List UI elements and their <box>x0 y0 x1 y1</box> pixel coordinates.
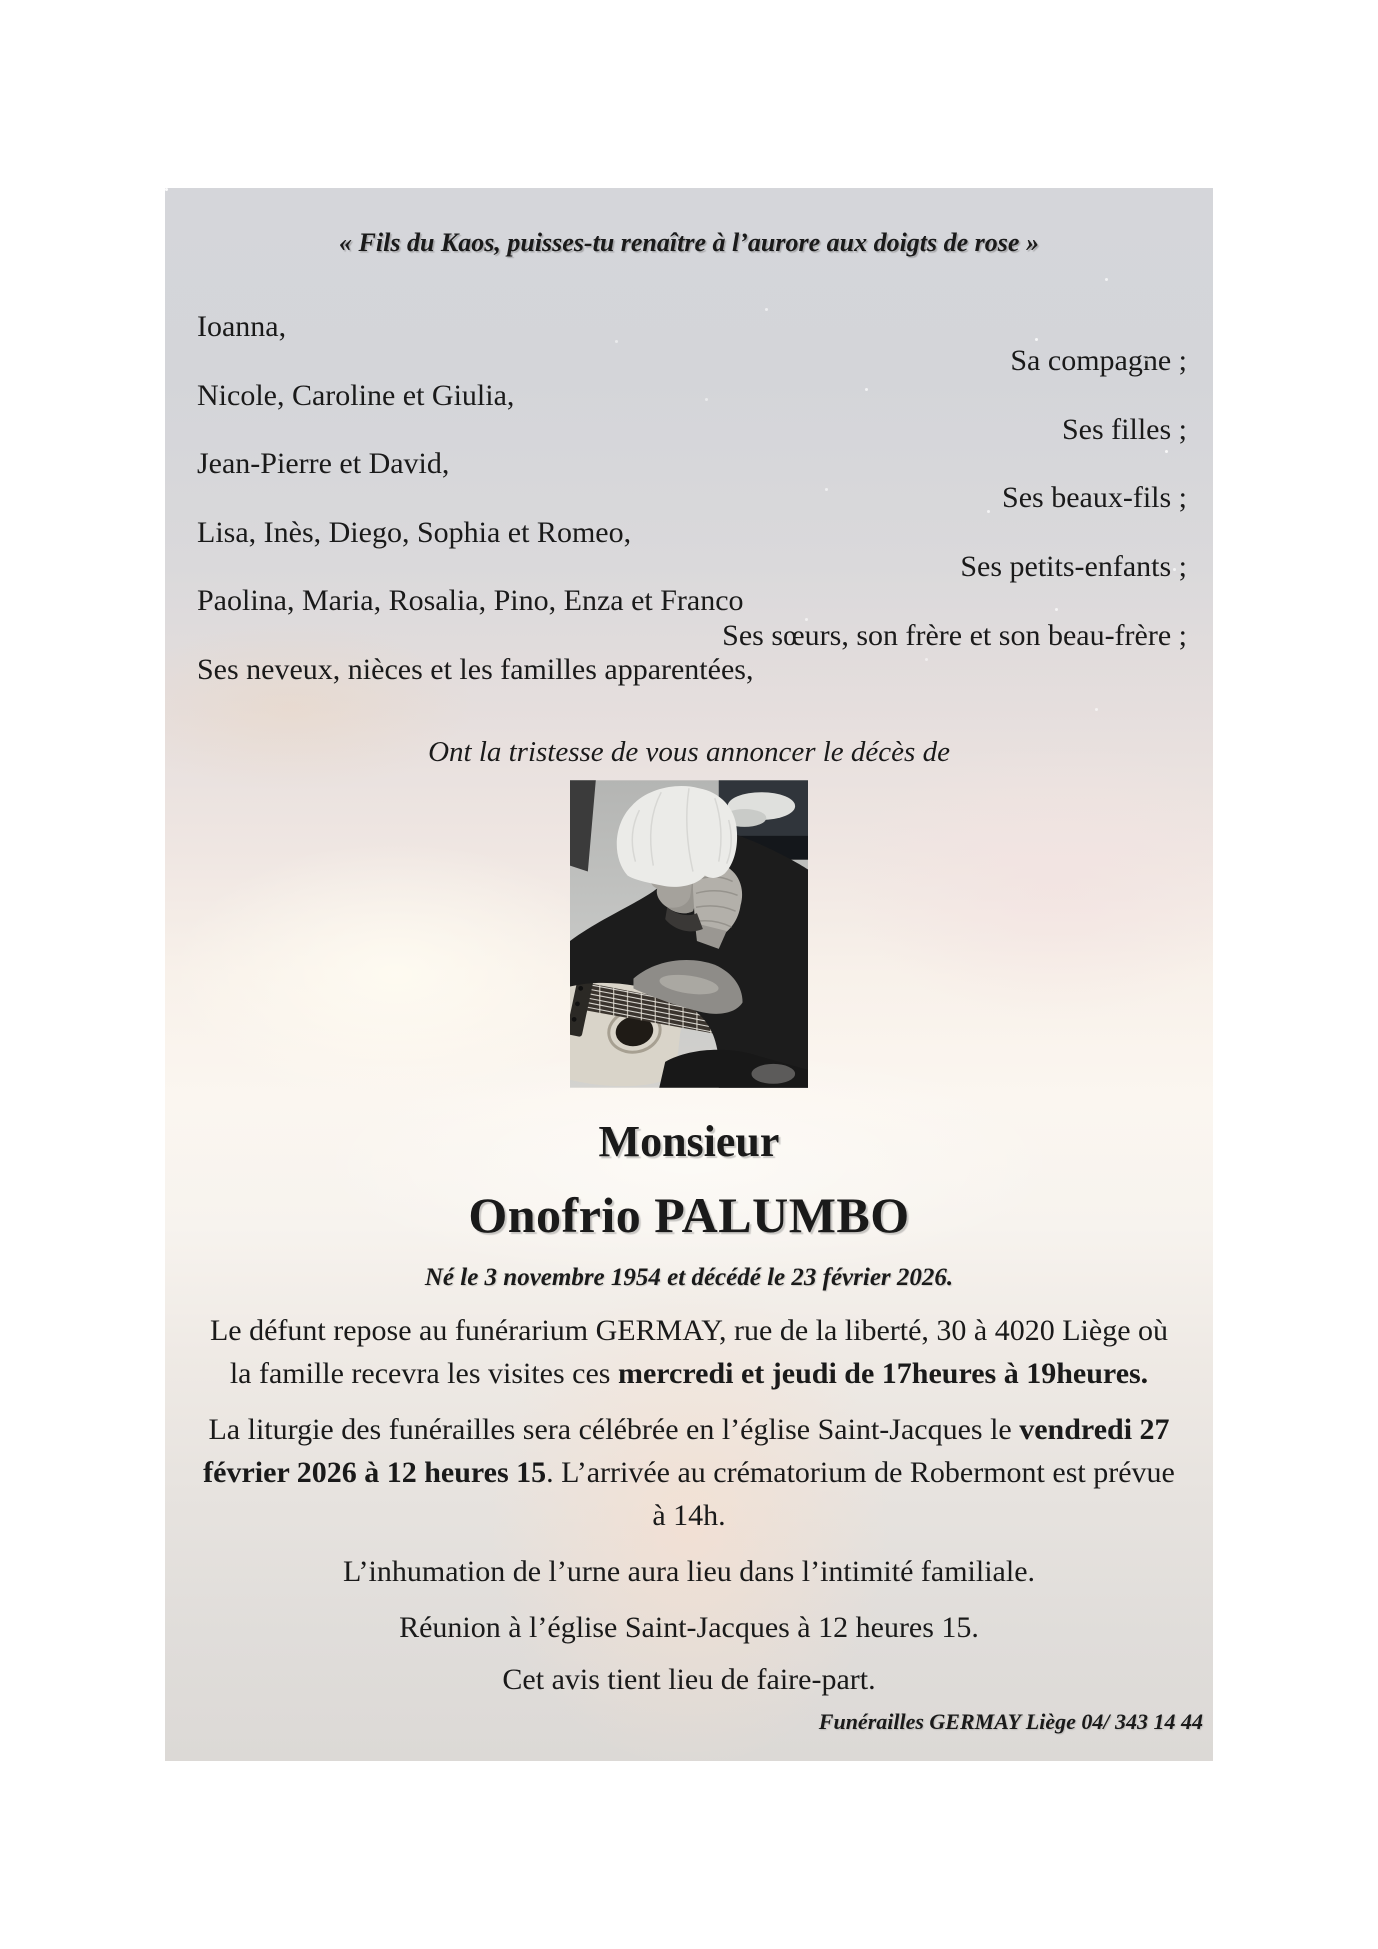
family-relation-line: Sa compagne ; <box>1010 344 1187 378</box>
family-relation-line: Ses sœurs, son frère et son beau-frère ; <box>722 618 1187 652</box>
family-names-line: Nicole, Caroline et Giulia, <box>197 378 515 412</box>
deceased-photo <box>165 779 1213 1089</box>
deceased-name: Onofrio PALUMBO <box>468 1187 910 1244</box>
announcement-line: Ont la tristesse de vous annoncer le décès de <box>428 736 950 769</box>
family-relation-line: Ses filles ; <box>1062 412 1187 446</box>
family-relation-line: Ses beaux-fils ; <box>1002 481 1187 515</box>
family-relation-line: Ses petits-enfants ; <box>960 550 1187 584</box>
funeral-home-contact: Funérailles GERMAY Liège 04/ 343 14 44 <box>818 1709 1203 1735</box>
paragraph-reunion: Réunion à l’église Saint-Jacques à 12 heures 15. <box>399 1611 979 1645</box>
portrait-illustration <box>570 779 808 1089</box>
deceased-life-dates: Né le 3 novembre 1954 et décédé le 23 février 2026. <box>424 1264 954 1292</box>
family-names-line: Jean-Pierre et David, <box>197 447 450 481</box>
paragraph-repose: Le défunt repose au funérarium GERMAY, rue de la liberté, 30 à 4020 Liège où la famille recevra les visites ces mercredi et jeudi de 17heures à 19heures. <box>209 1314 1169 1391</box>
paragraph-inhumation: L’inhumation de l’urne aura lieu dans l’intimité familiale. <box>342 1555 1036 1589</box>
deceased-title: Monsieur <box>598 1117 780 1167</box>
paragraph-liturgie: La liturgie des funérailles sera célébrée en l’église Saint-Jacques le vendredi 27 février 2026 à 12 heures 15. L’arrivée au crématorium de Robermont est prévue à 14h. <box>203 1413 1175 1533</box>
paragraph-avis: Cet avis tient lieu de faire-part. <box>502 1663 876 1697</box>
obituary-card <box>165 188 1213 1761</box>
family-names-line: Ioanna, <box>197 310 287 343</box>
memorial-quote: « Fils du Kaos, puisses-tu renaître à l’aurore aux doigts de rose » <box>339 228 1039 257</box>
family-list <box>165 310 1213 687</box>
family-closing-line: Ses neveux, nièces et les familles apparentées, <box>197 652 754 686</box>
family-names-line: Lisa, Inès, Diego, Sophia et Romeo, <box>197 515 632 549</box>
family-names-line: Paolina, Maria, Rosalia, Pino, Enza et Franco <box>197 584 744 618</box>
